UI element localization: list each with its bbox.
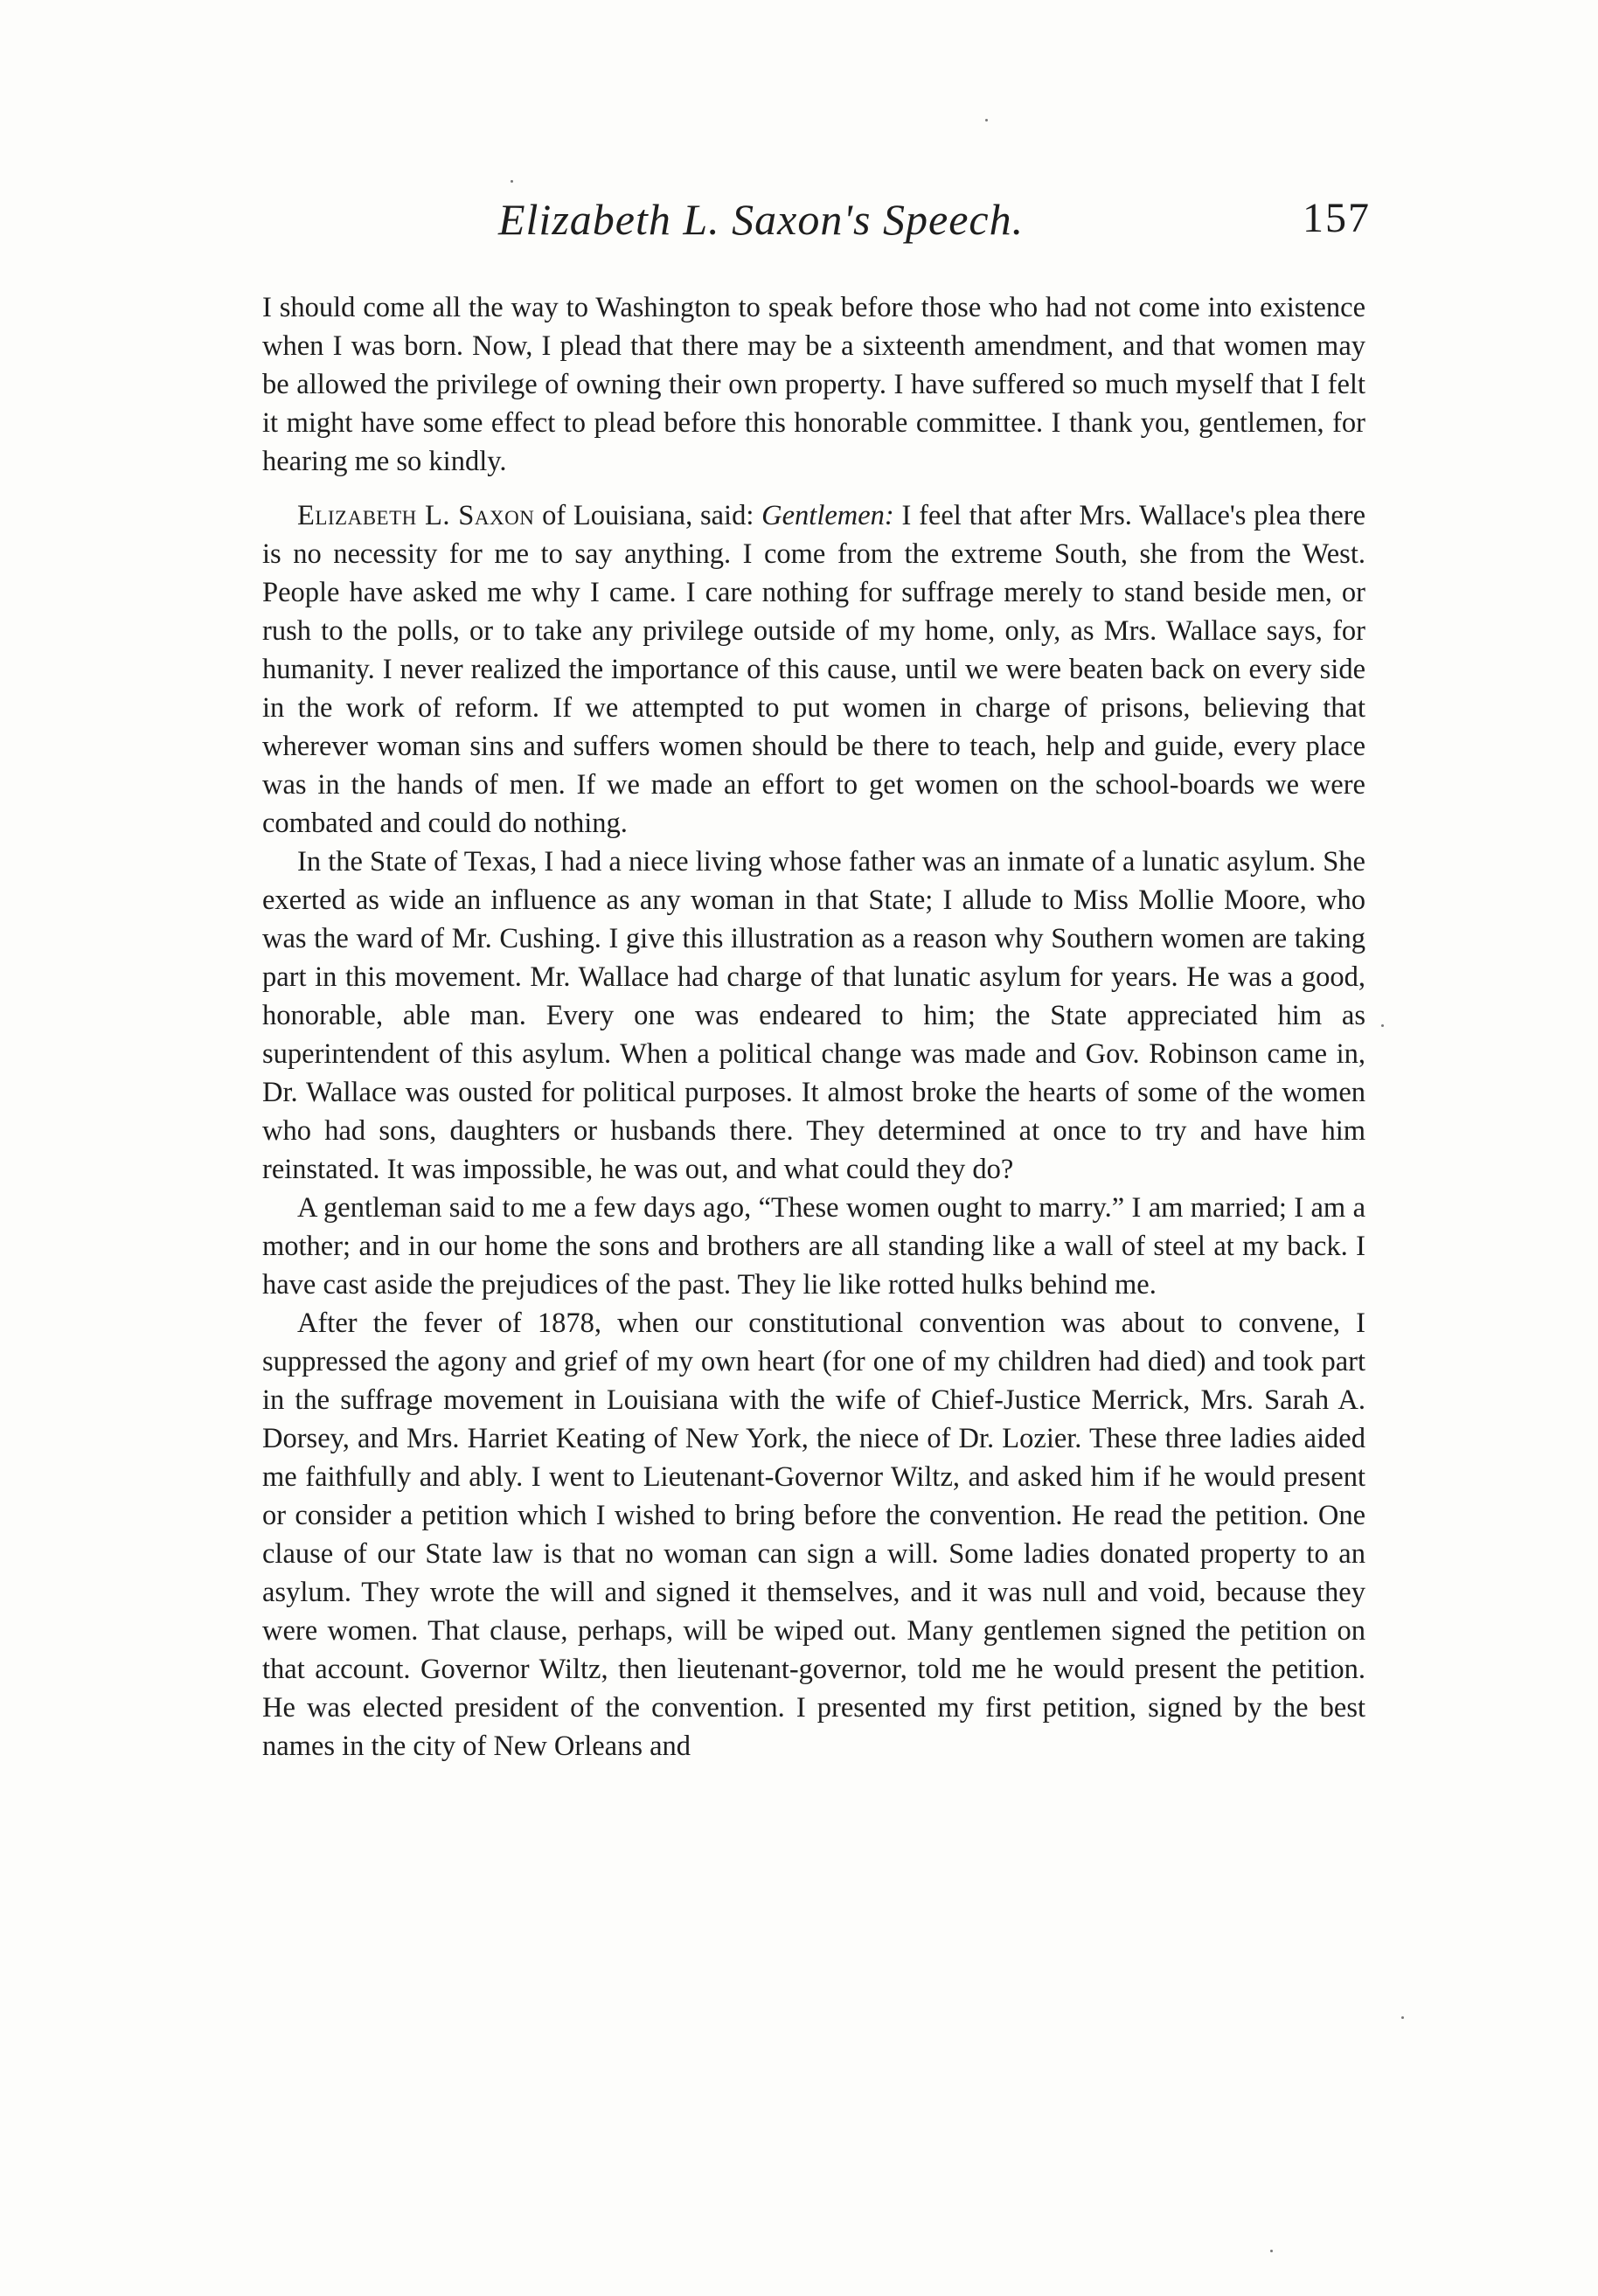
paragraph-2-intro: of Louisiana, said: xyxy=(534,500,762,531)
print-speck xyxy=(985,119,988,121)
paragraph-4: A gentleman said to me a few days ago, “These women ought to marry.” I am married; I am a mother; and in our home the sons and brothers are all standing like a wall of steel at my back. I have cast aside the prejudices of the past. They lie like rotted hulks behind me. xyxy=(262,1192,1365,1301)
running-head: Elizabeth L. Saxon's Speech. xyxy=(498,195,1025,244)
print-speck xyxy=(1381,1024,1384,1027)
paragraph-2-text: I feel that after Mrs. Wallace's plea there is no necessity for me to say anything. I come from the extreme South, she from the West. People have asked me why I came. I care nothing for suffrage merely to stand beside men, or rush to the polls, or to take any privilege outside of my home, only, as Mrs. Wallace says, for humanity. I never realized the importance of this cause, until we were beaten back on every side in the work of reform. If we attempted to put women in charge of prisons, believing that wherever woman sins and suffers women should be there to teach, help and guide, every place was in the hands of men. If we made an effort to get women on the school-boards we were combated and could do nothing. xyxy=(262,500,1366,839)
print-speck xyxy=(1401,2016,1404,2019)
paragraph-2 xyxy=(262,496,1365,843)
page-number: 157 xyxy=(1303,195,1371,241)
paragraph-3: In the State of Texas, I had a niece living whose father was an inmate of a lunatic asylum. She exerted as wide an influence as any woman in that State; I allude to Miss Mollie Moore, who was the ward of Mr. Cushing. I give this illustration as a reason why Southern women are taking part in this movement. Mr. Wallace had charge of that lunatic asylum for years. He was a good, honorable, able man. Every one was endeared to him; the State appreciated him as superintendent of this asylum. When a political change was made and Gov. Robinson came in, Dr. Wallace was ousted for political purposes. It almost broke the hearts of some of the women who had sons, daughters or husbands there. They determined at once to try and have him reinstated. It was impossible, he was out, and what could they do? xyxy=(262,846,1365,1185)
salutation: Gentlemen: xyxy=(761,500,894,531)
paragraph-1: I should come all the way to Washington to speak before those who had not come into existence when I was born. Now, I plead that there may be a sixteenth amendment, and that women may be allowed the privilege of owning their own property. I have suffered so much myself that I felt it might have some effect to plead before this honorable committee. I thank you, gentlemen, for hearing me so kindly. xyxy=(262,292,1365,477)
speaker-name: Elizabeth L. Saxon xyxy=(297,500,535,531)
print-speck xyxy=(1270,2250,1273,2252)
page-header xyxy=(262,194,1371,255)
body-text xyxy=(262,288,1365,1765)
paragraph-5: After the fever of 1878, when our constitutional convention was about to convene, I suppressed the agony and grief of my own heart (for one of my children had died) and took part in the suffrage movement in Louisiana with the wife of Chief-Justice Merrick, Mrs. Sarah A. Dorsey, and Mrs. Harriet Keating of New York, the niece of Dr. Lozier. These three ladies aided me faithfully and ably. I went to Lieutenant-Governor Wiltz, and asked him if he would present or consider a petition which I wished to bring before the convention. He read the petition. One clause of our State law is that no woman can sign a will. Some ladies donated property to an asylum. They wrote the will and signed it themselves, and it was null and void, because they were women. That clause, perhaps, will be wiped out. Many gentlemen signed the petition on that account. Governor Wiltz, then lieutenant-governor, told me he would present the petition. He was elected president of the convention. I presented my first petition, signed by the best names in the city of New Orleans and xyxy=(262,1308,1365,1762)
print-speck xyxy=(511,180,513,183)
